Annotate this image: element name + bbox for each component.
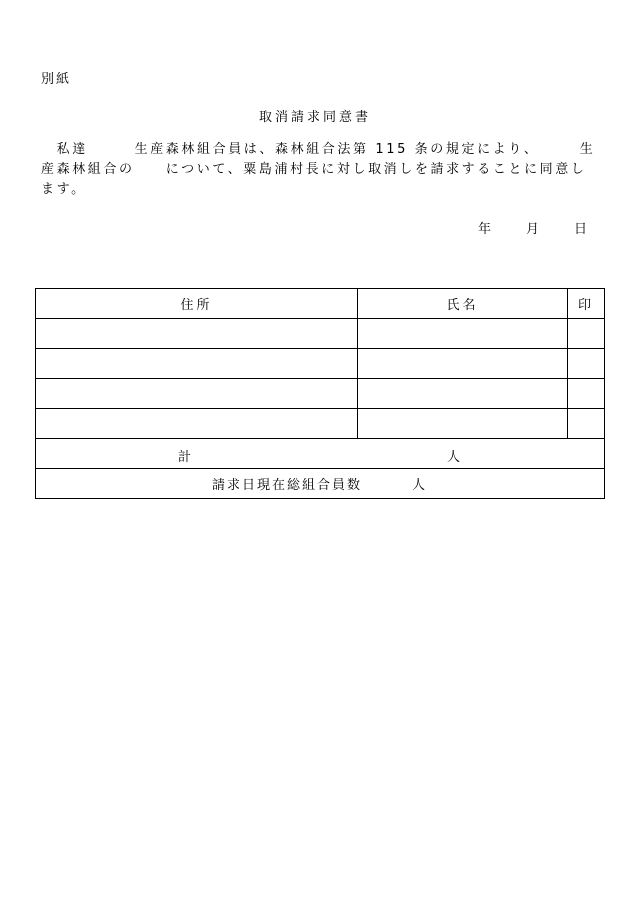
name-cell[interactable]: [358, 379, 568, 409]
table-row: [36, 319, 605, 349]
table-row: [36, 409, 605, 439]
total-label: 計: [178, 450, 195, 465]
signature-table: [35, 288, 605, 499]
seal-cell[interactable]: [568, 409, 605, 439]
table-row: [36, 349, 605, 379]
name-cell[interactable]: [358, 319, 568, 349]
total-cell[interactable]: [36, 439, 605, 469]
seal-cell[interactable]: [568, 349, 605, 379]
seal-cell[interactable]: [568, 319, 605, 349]
name-cell[interactable]: [358, 349, 568, 379]
name-header: 氏名: [358, 289, 568, 319]
member-count-unit: 人: [412, 478, 429, 493]
address-cell[interactable]: [36, 319, 358, 349]
date-month: 月: [525, 222, 540, 237]
address-cell[interactable]: [36, 349, 358, 379]
total-unit: 人: [447, 450, 464, 465]
statement-line: 産森林組合の について、粟島浦村長に対し取消しを請求することに同意し: [41, 162, 587, 177]
statement-line: ます。: [41, 182, 87, 197]
address-cell[interactable]: [36, 409, 358, 439]
member-count-cell[interactable]: [36, 469, 605, 499]
total-row: [36, 439, 605, 469]
annex-label: 別紙: [41, 72, 72, 87]
member-count-label: 請求日現在総組合員数: [211, 478, 362, 493]
consent-statement: [41, 140, 596, 200]
table-header-row: [36, 289, 605, 319]
address-cell[interactable]: [36, 379, 358, 409]
date-line: [478, 218, 588, 237]
table-row: [36, 379, 605, 409]
seal-header: 印: [568, 289, 605, 319]
member-count-row: [36, 469, 605, 499]
seal-cell[interactable]: [568, 379, 605, 409]
name-cell[interactable]: [358, 409, 568, 439]
document-title: 取消請求同意書: [258, 110, 371, 125]
address-header: 住所: [36, 289, 358, 319]
date-day: 日: [573, 222, 588, 237]
date-year: 年: [477, 222, 492, 237]
statement-line: 私達 生産森林組合員は、森林組合法第 115 条の規定により、 生: [41, 142, 596, 157]
